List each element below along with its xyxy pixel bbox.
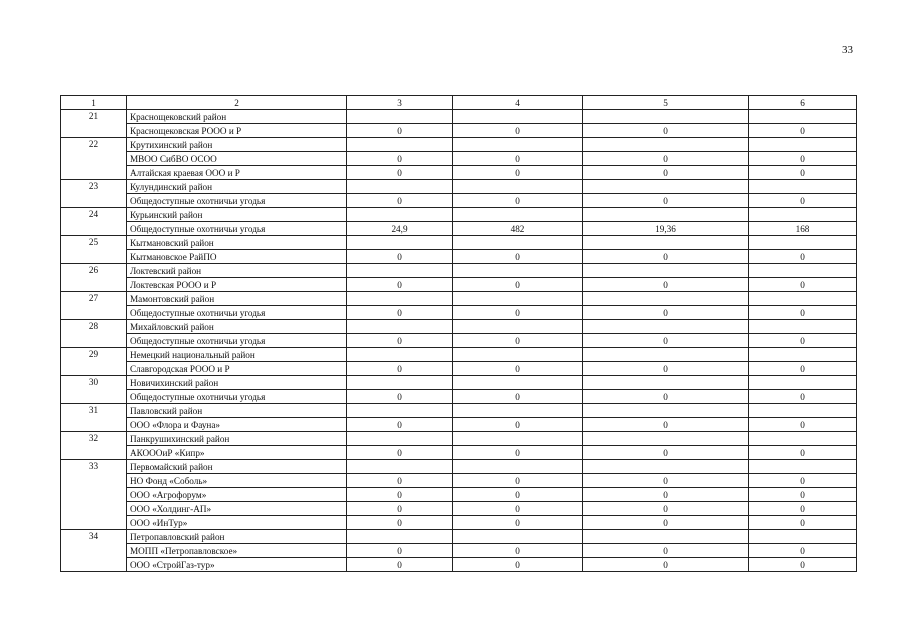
district-row xyxy=(61,110,857,124)
district-name: Петропавловский район xyxy=(127,530,347,544)
row-number: 28 xyxy=(61,320,127,348)
column-header: 4 xyxy=(453,96,583,110)
value-cell: 0 xyxy=(583,474,749,488)
value-cell: 24,9 xyxy=(347,222,453,236)
empty-cell xyxy=(749,460,857,474)
empty-cell xyxy=(749,320,857,334)
district-row xyxy=(61,292,857,306)
value-cell: 482 xyxy=(453,222,583,236)
empty-cell xyxy=(749,432,857,446)
empty-cell xyxy=(453,138,583,152)
table-row xyxy=(61,194,857,208)
row-number: 24 xyxy=(61,208,127,236)
empty-cell xyxy=(583,264,749,278)
district-name: Панкрушихинский район xyxy=(127,432,347,446)
column-header: 3 xyxy=(347,96,453,110)
organization-name: Славгородская РООО и Р xyxy=(127,362,347,376)
row-number: 27 xyxy=(61,292,127,320)
empty-cell xyxy=(453,236,583,250)
district-row xyxy=(61,404,857,418)
organization-name: МОПП «Петропавловское» xyxy=(127,544,347,558)
value-cell: 0 xyxy=(749,544,857,558)
value-cell: 0 xyxy=(347,362,453,376)
district-name: Курьинский район xyxy=(127,208,347,222)
page-number: 33 xyxy=(842,44,853,56)
value-cell: 0 xyxy=(749,474,857,488)
district-row xyxy=(61,320,857,334)
value-cell: 0 xyxy=(583,306,749,320)
empty-cell xyxy=(749,110,857,124)
value-cell: 0 xyxy=(347,558,453,572)
organization-name: МВОО СибВО ОСОО xyxy=(127,152,347,166)
empty-cell xyxy=(453,180,583,194)
table-body xyxy=(61,96,857,572)
header-row xyxy=(61,96,857,110)
district-row xyxy=(61,264,857,278)
empty-cell xyxy=(453,404,583,418)
organization-name: ООО «ИнТур» xyxy=(127,516,347,530)
empty-cell xyxy=(583,208,749,222)
value-cell: 0 xyxy=(453,446,583,460)
district-name: Немецкий национальный район xyxy=(127,348,347,362)
empty-cell xyxy=(347,236,453,250)
value-cell: 0 xyxy=(453,152,583,166)
district-name: Первомайский район xyxy=(127,460,347,474)
empty-cell xyxy=(583,180,749,194)
district-row xyxy=(61,138,857,152)
value-cell: 0 xyxy=(583,418,749,432)
empty-cell xyxy=(583,432,749,446)
value-cell: 0 xyxy=(749,362,857,376)
row-number: 22 xyxy=(61,138,127,180)
organization-name: АКОООиР «Кипр» xyxy=(127,446,347,460)
empty-cell xyxy=(583,138,749,152)
empty-cell xyxy=(583,320,749,334)
value-cell: 0 xyxy=(583,390,749,404)
district-row xyxy=(61,236,857,250)
value-cell: 0 xyxy=(347,250,453,264)
value-cell: 0 xyxy=(347,390,453,404)
district-name: Кытмановский район xyxy=(127,236,347,250)
value-cell: 0 xyxy=(583,152,749,166)
row-number: 26 xyxy=(61,264,127,292)
row-number: 23 xyxy=(61,180,127,208)
value-cell: 0 xyxy=(347,124,453,138)
table-row xyxy=(61,222,857,236)
value-cell: 0 xyxy=(749,278,857,292)
empty-cell xyxy=(749,376,857,390)
district-name: Михайловский район xyxy=(127,320,347,334)
row-number: 29 xyxy=(61,348,127,376)
column-header: 2 xyxy=(127,96,347,110)
value-cell: 0 xyxy=(453,502,583,516)
value-cell: 19,36 xyxy=(583,222,749,236)
table-row xyxy=(61,334,857,348)
organization-name: Краснощековская РООО и Р xyxy=(127,124,347,138)
empty-cell xyxy=(583,348,749,362)
table-row xyxy=(61,418,857,432)
value-cell: 0 xyxy=(749,446,857,460)
table-row xyxy=(61,152,857,166)
value-cell: 0 xyxy=(453,278,583,292)
value-cell: 0 xyxy=(749,152,857,166)
district-row xyxy=(61,432,857,446)
empty-cell xyxy=(583,404,749,418)
value-cell: 0 xyxy=(453,488,583,502)
organization-name: ООО «СтройГаз-тур» xyxy=(127,558,347,572)
empty-cell xyxy=(453,208,583,222)
value-cell: 0 xyxy=(453,418,583,432)
table-row xyxy=(61,544,857,558)
district-name: Кулундинский район xyxy=(127,180,347,194)
table-row xyxy=(61,446,857,460)
district-row xyxy=(61,376,857,390)
empty-cell xyxy=(583,530,749,544)
value-cell: 0 xyxy=(347,502,453,516)
empty-cell xyxy=(453,348,583,362)
table-row xyxy=(61,474,857,488)
value-cell: 0 xyxy=(453,544,583,558)
district-name: Локтевский район xyxy=(127,264,347,278)
empty-cell xyxy=(453,460,583,474)
value-cell: 0 xyxy=(453,124,583,138)
district-name: Крутихинский район xyxy=(127,138,347,152)
table-row xyxy=(61,558,857,572)
value-cell: 0 xyxy=(347,446,453,460)
row-number: 32 xyxy=(61,432,127,460)
value-cell: 168 xyxy=(749,222,857,236)
value-cell: 0 xyxy=(749,558,857,572)
organization-name: Общедоступные охотничьи угодья xyxy=(127,334,347,348)
empty-cell xyxy=(453,320,583,334)
empty-cell xyxy=(347,404,453,418)
organization-name: ООО «Холдинг-АП» xyxy=(127,502,347,516)
empty-cell xyxy=(749,348,857,362)
value-cell: 0 xyxy=(583,544,749,558)
empty-cell xyxy=(749,180,857,194)
value-cell: 0 xyxy=(583,362,749,376)
empty-cell xyxy=(749,404,857,418)
value-cell: 0 xyxy=(347,418,453,432)
value-cell: 0 xyxy=(583,166,749,180)
empty-cell xyxy=(347,110,453,124)
district-row xyxy=(61,180,857,194)
value-cell: 0 xyxy=(453,334,583,348)
value-cell: 0 xyxy=(347,488,453,502)
column-header: 1 xyxy=(61,96,127,110)
empty-cell xyxy=(749,236,857,250)
value-cell: 0 xyxy=(453,390,583,404)
organization-name: ООО «Флора и Фауна» xyxy=(127,418,347,432)
organization-name: НО Фонд «Соболь» xyxy=(127,474,347,488)
value-cell: 0 xyxy=(583,516,749,530)
value-cell: 0 xyxy=(453,558,583,572)
table-row xyxy=(61,250,857,264)
table-row xyxy=(61,166,857,180)
empty-cell xyxy=(347,348,453,362)
value-cell: 0 xyxy=(749,250,857,264)
value-cell: 0 xyxy=(453,306,583,320)
row-number: 34 xyxy=(61,530,127,572)
empty-cell xyxy=(749,138,857,152)
table-row xyxy=(61,516,857,530)
district-row xyxy=(61,530,857,544)
column-header: 5 xyxy=(583,96,749,110)
value-cell: 0 xyxy=(347,194,453,208)
empty-cell xyxy=(583,236,749,250)
empty-cell xyxy=(347,530,453,544)
empty-cell xyxy=(347,432,453,446)
value-cell: 0 xyxy=(749,390,857,404)
empty-cell xyxy=(453,432,583,446)
value-cell: 0 xyxy=(347,516,453,530)
empty-cell xyxy=(347,292,453,306)
value-cell: 0 xyxy=(749,166,857,180)
district-row xyxy=(61,460,857,474)
value-cell: 0 xyxy=(453,474,583,488)
value-cell: 0 xyxy=(453,250,583,264)
district-name: Новичихинский район xyxy=(127,376,347,390)
empty-cell xyxy=(347,460,453,474)
empty-cell xyxy=(749,264,857,278)
empty-cell xyxy=(749,292,857,306)
empty-cell xyxy=(453,264,583,278)
table-row xyxy=(61,488,857,502)
value-cell: 0 xyxy=(453,194,583,208)
value-cell: 0 xyxy=(453,516,583,530)
table-row xyxy=(61,306,857,320)
value-cell: 0 xyxy=(583,194,749,208)
row-number: 33 xyxy=(61,460,127,530)
organization-name: Алтайская краевая ООО и Р xyxy=(127,166,347,180)
empty-cell xyxy=(453,110,583,124)
row-number: 21 xyxy=(61,110,127,138)
empty-cell xyxy=(583,376,749,390)
empty-cell xyxy=(347,320,453,334)
district-name: Павловский район xyxy=(127,404,347,418)
value-cell: 0 xyxy=(749,334,857,348)
value-cell: 0 xyxy=(347,474,453,488)
value-cell: 0 xyxy=(583,446,749,460)
column-header: 6 xyxy=(749,96,857,110)
empty-cell xyxy=(347,376,453,390)
empty-cell xyxy=(583,460,749,474)
empty-cell xyxy=(453,376,583,390)
value-cell: 0 xyxy=(749,502,857,516)
organization-name: Общедоступные охотничьи угодья xyxy=(127,390,347,404)
value-cell: 0 xyxy=(347,152,453,166)
value-cell: 0 xyxy=(347,334,453,348)
value-cell: 0 xyxy=(583,558,749,572)
empty-cell xyxy=(583,110,749,124)
district-row xyxy=(61,208,857,222)
organization-name: Общедоступные охотничьи угодья xyxy=(127,194,347,208)
district-name: Краснощековский район xyxy=(127,110,347,124)
value-cell: 0 xyxy=(583,502,749,516)
district-name: Мамонтовский район xyxy=(127,292,347,306)
value-cell: 0 xyxy=(749,418,857,432)
value-cell: 0 xyxy=(453,362,583,376)
value-cell: 0 xyxy=(453,166,583,180)
value-cell: 0 xyxy=(347,166,453,180)
empty-cell xyxy=(583,292,749,306)
value-cell: 0 xyxy=(749,516,857,530)
empty-cell xyxy=(453,530,583,544)
organization-name: ООО «Агрофорум» xyxy=(127,488,347,502)
empty-cell xyxy=(347,264,453,278)
value-cell: 0 xyxy=(749,488,857,502)
table-row xyxy=(61,278,857,292)
row-number: 30 xyxy=(61,376,127,404)
empty-cell xyxy=(347,208,453,222)
organization-name: Кытмановское РайПО xyxy=(127,250,347,264)
hunting-grounds-table xyxy=(60,95,857,572)
empty-cell xyxy=(749,208,857,222)
row-number: 25 xyxy=(61,236,127,264)
table-row xyxy=(61,362,857,376)
value-cell: 0 xyxy=(749,194,857,208)
value-cell: 0 xyxy=(749,124,857,138)
value-cell: 0 xyxy=(583,250,749,264)
value-cell: 0 xyxy=(583,334,749,348)
value-cell: 0 xyxy=(583,278,749,292)
empty-cell xyxy=(347,180,453,194)
empty-cell xyxy=(347,138,453,152)
value-cell: 0 xyxy=(749,306,857,320)
value-cell: 0 xyxy=(347,278,453,292)
organization-name: Общедоступные охотничьи угодья xyxy=(127,306,347,320)
empty-cell xyxy=(749,530,857,544)
value-cell: 0 xyxy=(347,306,453,320)
value-cell: 0 xyxy=(583,488,749,502)
empty-cell xyxy=(453,292,583,306)
value-cell: 0 xyxy=(583,124,749,138)
organization-name: Локтевская РООО и Р xyxy=(127,278,347,292)
table-row xyxy=(61,390,857,404)
district-row xyxy=(61,348,857,362)
value-cell: 0 xyxy=(347,544,453,558)
organization-name: Общедоступные охотничьи угодья xyxy=(127,222,347,236)
row-number: 31 xyxy=(61,404,127,432)
table-row xyxy=(61,124,857,138)
table-row xyxy=(61,502,857,516)
